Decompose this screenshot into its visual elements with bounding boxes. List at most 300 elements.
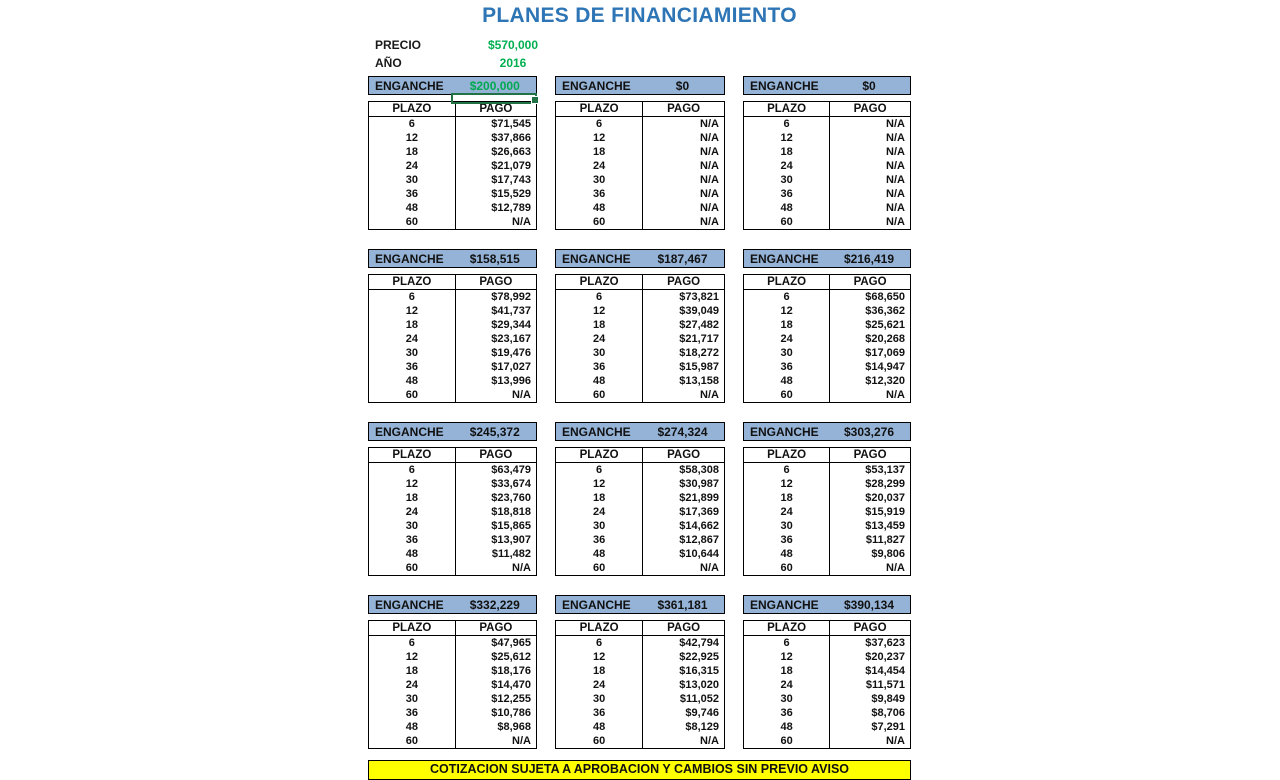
enganche-header[interactable] [743, 595, 911, 614]
enganche-value[interactable]: $361,181 [657, 597, 708, 612]
payment-row [369, 734, 537, 749]
plazo-cell[interactable]: 6 [556, 636, 643, 651]
plazo-cell[interactable]: 18 [556, 318, 643, 332]
pago-cell[interactable]: $13,907 [491, 534, 531, 546]
pago-cell[interactable]: $30,987 [679, 478, 719, 490]
pago-cell[interactable]: N/A [700, 389, 719, 401]
plazo-cell[interactable]: 18 [369, 491, 456, 505]
pago-cell[interactable]: $9,849 [871, 693, 905, 705]
plazo-cell[interactable]: 30 [369, 692, 456, 706]
payment-row [744, 463, 911, 478]
pago-cell[interactable]: $68,650 [865, 291, 905, 303]
pago-cell[interactable]: $17,027 [491, 361, 531, 373]
payment-row [556, 519, 725, 533]
plazo-cell[interactable]: 6 [744, 117, 830, 132]
payment-row [556, 388, 725, 403]
pago-cell[interactable]: N/A [886, 188, 905, 200]
plazo-cell[interactable]: 48 [556, 547, 643, 561]
plazo-cell[interactable]: 30 [369, 173, 456, 187]
plan-block [368, 76, 537, 230]
pago-cell[interactable]: N/A [886, 735, 905, 747]
plazo-cell[interactable]: 36 [369, 533, 456, 547]
pago-cell[interactable]: $15,987 [679, 361, 719, 373]
plazo-cell[interactable]: 18 [744, 491, 830, 505]
pago-cell[interactable]: $12,789 [491, 202, 531, 214]
enganche-header[interactable] [555, 76, 725, 95]
pago-cell[interactable]: $25,621 [865, 319, 905, 331]
payment-row [744, 201, 911, 215]
plans-grid [368, 76, 911, 749]
payment-row [556, 561, 725, 576]
pago-cell[interactable]: N/A [512, 562, 531, 574]
pago-cell[interactable]: N/A [886, 160, 905, 172]
pago-cell[interactable]: $11,482 [491, 548, 531, 560]
plazo-cell[interactable]: 18 [556, 145, 643, 159]
enganche-value[interactable]: $0 [675, 78, 690, 93]
plazo-cell[interactable]: 36 [556, 360, 643, 374]
plazo-cell[interactable]: 24 [744, 678, 830, 692]
pago-cell[interactable]: $26,663 [491, 146, 531, 158]
pago-cell[interactable]: $12,867 [679, 534, 719, 546]
payment-row [744, 332, 911, 346]
payment-row [744, 650, 911, 664]
table-header-row [369, 275, 537, 290]
plazo-cell[interactable]: 30 [556, 173, 643, 187]
payment-row [369, 117, 537, 132]
payment-row [556, 706, 725, 720]
plazo-cell[interactable]: 36 [744, 533, 830, 547]
pago-cell[interactable]: $17,069 [865, 347, 905, 359]
pago-cell[interactable]: $27,482 [679, 319, 719, 331]
payment-row [369, 360, 537, 374]
pago-cell[interactable]: $14,662 [679, 520, 719, 532]
pago-cell[interactable]: $47,965 [491, 637, 531, 649]
payment-row [556, 159, 725, 173]
enganche-label: ENGANCHE [562, 424, 631, 439]
pago-cell[interactable]: $11,052 [679, 693, 719, 705]
plazo-cell[interactable]: 6 [556, 290, 643, 305]
plazo-cell[interactable]: 30 [744, 346, 830, 360]
plazo-cell[interactable]: 6 [369, 290, 456, 305]
pago-header: PAGO [830, 621, 911, 636]
plazo-cell[interactable]: 12 [369, 131, 456, 145]
enganche-header[interactable] [368, 422, 537, 441]
payment-row [744, 187, 911, 201]
plazo-cell[interactable]: 18 [369, 664, 456, 678]
page-title: PLANES DE FINANCIAMIENTO [482, 4, 797, 27]
plazo-cell[interactable]: 24 [744, 159, 830, 173]
plazo-cell[interactable]: 36 [556, 187, 643, 201]
pago-cell[interactable]: $13,020 [679, 679, 719, 691]
pago-cell[interactable]: $23,760 [491, 492, 531, 504]
plazo-cell[interactable]: 18 [744, 145, 830, 159]
plazo-cell[interactable]: 24 [744, 505, 830, 519]
pago-cell[interactable]: $15,529 [491, 188, 531, 200]
pago-cell[interactable]: N/A [886, 202, 905, 214]
plazo-cell[interactable]: 18 [369, 145, 456, 159]
plazo-cell[interactable]: 60 [744, 388, 830, 403]
pago-cell[interactable]: $21,899 [679, 492, 719, 504]
plazo-cell[interactable]: 18 [556, 664, 643, 678]
pago-cell[interactable]: $10,786 [491, 707, 531, 719]
payment-table [368, 101, 537, 230]
plazo-cell[interactable]: 60 [556, 561, 643, 576]
pago-cell[interactable]: N/A [886, 118, 905, 130]
plazo-cell[interactable]: 24 [556, 159, 643, 173]
anio-row [375, 54, 911, 72]
enganche-value[interactable]: $216,419 [843, 251, 895, 266]
plazo-cell[interactable]: 48 [369, 374, 456, 388]
payment-row [369, 131, 537, 145]
payment-row [556, 360, 725, 374]
pago-cell[interactable]: N/A [700, 216, 719, 228]
pago-cell[interactable]: $41,737 [491, 305, 531, 317]
pago-cell[interactable]: $9,806 [871, 548, 905, 560]
payment-row [369, 519, 537, 533]
plazo-cell[interactable]: 12 [744, 304, 830, 318]
plazo-cell[interactable]: 24 [744, 332, 830, 346]
plan-block [368, 422, 537, 576]
plazo-cell[interactable]: 48 [369, 547, 456, 561]
enganche-value[interactable]: $274,324 [657, 424, 708, 439]
pago-cell[interactable]: $71,545 [491, 118, 531, 130]
payment-row [556, 117, 725, 132]
pago-cell[interactable]: $15,865 [491, 520, 531, 532]
plazo-cell[interactable]: 48 [369, 201, 456, 215]
enganche-header[interactable] [368, 595, 537, 614]
payment-row [744, 533, 911, 547]
plazo-cell[interactable]: 24 [556, 678, 643, 692]
payment-row [744, 173, 911, 187]
pago-cell[interactable]: $13,459 [865, 520, 905, 532]
plan-block [555, 249, 725, 403]
enganche-value[interactable]: $200,000 [469, 78, 520, 93]
fill-handle-icon[interactable] [531, 96, 539, 104]
pago-cell[interactable]: N/A [700, 562, 719, 574]
plazo-cell[interactable]: 48 [369, 720, 456, 734]
plazo-cell[interactable]: 60 [369, 215, 456, 230]
pago-cell[interactable]: $14,454 [865, 665, 905, 677]
payment-row [556, 491, 725, 505]
pago-cell[interactable]: N/A [512, 216, 531, 228]
pago-cell[interactable]: $13,996 [491, 375, 531, 387]
enganche-value[interactable]: $303,276 [843, 424, 895, 439]
payment-row [369, 318, 537, 332]
plan-block [743, 422, 911, 576]
payment-row [369, 463, 537, 478]
pago-cell[interactable]: $14,470 [491, 679, 531, 691]
plazo-cell[interactable]: 6 [556, 117, 643, 132]
enganche-value[interactable]: $187,467 [657, 251, 708, 266]
pago-cell[interactable]: $8,968 [497, 721, 531, 733]
payment-table [743, 101, 911, 230]
pago-cell[interactable]: $37,866 [491, 132, 531, 144]
plazo-cell[interactable]: 24 [369, 332, 456, 346]
enganche-value[interactable]: $390,134 [843, 597, 895, 612]
payment-row [744, 734, 911, 749]
payment-row [556, 720, 725, 734]
anio-value[interactable]: 2016 [499, 56, 527, 70]
plazo-cell[interactable]: 18 [556, 491, 643, 505]
pago-cell[interactable]: $8,129 [685, 721, 719, 733]
pago-cell[interactable]: N/A [700, 160, 719, 172]
plan-block [743, 76, 911, 230]
pago-cell[interactable]: $12,320 [865, 375, 905, 387]
pago-cell[interactable]: N/A [886, 562, 905, 574]
plazo-cell[interactable]: 60 [556, 388, 643, 403]
plazo-cell[interactable]: 60 [369, 388, 456, 403]
table-header-row [369, 621, 537, 636]
pago-cell[interactable]: $11,571 [865, 679, 905, 691]
pago-cell[interactable]: $13,158 [679, 375, 719, 387]
pago-cell[interactable]: $17,743 [491, 174, 531, 186]
pago-cell[interactable]: $22,925 [679, 651, 719, 663]
plazo-cell[interactable]: 36 [556, 533, 643, 547]
payment-table [743, 274, 911, 403]
plazo-cell[interactable]: 48 [744, 201, 830, 215]
enganche-value[interactable]: $245,372 [469, 424, 520, 439]
pago-cell[interactable]: N/A [700, 146, 719, 158]
plazo-cell[interactable]: 18 [744, 318, 830, 332]
plazo-cell[interactable]: 6 [556, 463, 643, 478]
pago-cell[interactable]: $28,299 [865, 478, 905, 490]
plazo-cell[interactable]: 48 [556, 201, 643, 215]
pago-cell[interactable]: $39,049 [679, 305, 719, 317]
table-header-row [556, 275, 725, 290]
pago-cell[interactable]: $29,344 [491, 319, 531, 331]
plazo-cell[interactable]: 6 [369, 463, 456, 478]
plan-block [368, 249, 537, 403]
plazo-cell[interactable]: 12 [369, 650, 456, 664]
plazo-cell[interactable]: 36 [369, 706, 456, 720]
pago-cell[interactable]: $73,821 [679, 291, 719, 303]
plazo-cell[interactable]: 6 [744, 463, 830, 478]
pago-cell[interactable]: $33,674 [491, 478, 531, 490]
pago-cell[interactable]: N/A [700, 735, 719, 747]
pago-cell[interactable]: $20,268 [865, 333, 905, 345]
pago-cell[interactable]: N/A [700, 118, 719, 130]
plazo-cell[interactable]: 30 [369, 519, 456, 533]
pago-cell[interactable]: $11,827 [865, 534, 905, 546]
plazo-cell[interactable]: 30 [556, 346, 643, 360]
table-header-row [556, 102, 725, 117]
plazo-cell[interactable]: 60 [556, 734, 643, 749]
pago-cell[interactable]: $14,947 [865, 361, 905, 373]
enganche-header[interactable] [743, 422, 911, 441]
pago-cell[interactable]: N/A [700, 132, 719, 144]
pago-cell[interactable]: $63,479 [491, 464, 531, 476]
enganche-value[interactable]: $0 [862, 78, 876, 93]
pago-header: PAGO [455, 448, 536, 463]
enganche-header[interactable] [743, 249, 911, 268]
pago-cell[interactable]: N/A [886, 174, 905, 186]
pago-cell[interactable]: N/A [886, 216, 905, 228]
plazo-cell[interactable]: 12 [556, 650, 643, 664]
pago-cell[interactable]: $20,037 [865, 492, 905, 504]
plazo-cell[interactable]: 12 [369, 477, 456, 491]
enganche-label: ENGANCHE [750, 78, 819, 93]
plazo-cell[interactable]: 48 [744, 547, 830, 561]
pago-cell[interactable]: $9,746 [685, 707, 719, 719]
precio-label: PRECIO [375, 38, 422, 52]
plazo-cell[interactable]: 60 [744, 734, 830, 749]
enganche-value[interactable]: $158,515 [469, 251, 520, 266]
plazo-cell[interactable]: 24 [369, 505, 456, 519]
plazo-cell[interactable]: 30 [744, 692, 830, 706]
payment-table [555, 447, 725, 576]
pago-cell[interactable]: $8,706 [871, 707, 905, 719]
pago-cell[interactable]: $18,818 [491, 506, 531, 518]
plazo-cell[interactable]: 12 [744, 131, 830, 145]
pago-cell[interactable]: $53,137 [865, 464, 905, 476]
payment-row [556, 332, 725, 346]
pago-cell[interactable]: $78,992 [491, 291, 531, 303]
plazo-header: PLAZO [744, 102, 830, 117]
precio-value[interactable]: $570,000 [487, 38, 539, 52]
pago-header: PAGO [643, 621, 725, 636]
plazo-cell[interactable]: 12 [744, 477, 830, 491]
payment-row [744, 692, 911, 706]
plazo-cell[interactable]: 12 [556, 304, 643, 318]
plazo-header: PLAZO [744, 275, 830, 290]
enganche-header[interactable] [555, 422, 725, 441]
payment-row [369, 215, 537, 230]
pago-cell[interactable]: N/A [700, 174, 719, 186]
pago-cell[interactable]: $7,291 [871, 721, 905, 733]
plazo-cell[interactable]: 36 [556, 706, 643, 720]
pago-header: PAGO [643, 448, 725, 463]
payment-row [556, 215, 725, 230]
price-info [375, 36, 911, 72]
pago-cell[interactable]: N/A [886, 132, 905, 144]
pago-cell[interactable]: $21,717 [679, 333, 719, 345]
payment-row [369, 374, 537, 388]
plazo-cell[interactable]: 60 [744, 561, 830, 576]
enganche-header[interactable] [368, 249, 537, 268]
plan-block [743, 595, 911, 749]
pago-cell[interactable]: $16,315 [679, 665, 719, 677]
pago-cell[interactable]: $36,362 [865, 305, 905, 317]
payment-row [744, 117, 911, 132]
plazo-cell[interactable]: 36 [744, 360, 830, 374]
plazo-cell[interactable]: 12 [556, 477, 643, 491]
plazo-cell[interactable]: 24 [556, 332, 643, 346]
plazo-cell[interactable]: 60 [369, 561, 456, 576]
pago-cell[interactable]: $37,623 [865, 637, 905, 649]
plazo-cell[interactable]: 24 [556, 505, 643, 519]
plazo-cell[interactable]: 48 [744, 720, 830, 734]
payment-row [369, 664, 537, 678]
pago-cell[interactable]: $42,794 [679, 637, 719, 649]
payment-row [744, 318, 911, 332]
payment-row [556, 145, 725, 159]
pago-cell[interactable]: $58,308 [679, 464, 719, 476]
plazo-cell[interactable]: 36 [369, 360, 456, 374]
pago-cell[interactable]: N/A [700, 202, 719, 214]
plazo-cell[interactable]: 6 [744, 636, 830, 651]
table-header-row [744, 448, 911, 463]
plazo-cell[interactable]: 48 [744, 374, 830, 388]
plan-block [368, 595, 537, 749]
payment-row [744, 131, 911, 145]
plazo-cell[interactable]: 18 [744, 664, 830, 678]
pago-header: PAGO [455, 275, 536, 290]
selected-cell-border [451, 93, 537, 104]
plazo-cell[interactable]: 60 [369, 734, 456, 749]
pago-cell[interactable]: $21,079 [491, 160, 531, 172]
plan-block [555, 422, 725, 576]
pago-cell[interactable]: N/A [512, 389, 531, 401]
plazo-cell[interactable]: 36 [369, 187, 456, 201]
pago-cell[interactable]: $12,255 [491, 693, 531, 705]
plazo-cell[interactable]: 24 [369, 678, 456, 692]
payment-row [744, 374, 911, 388]
pago-cell[interactable]: $18,176 [491, 665, 531, 677]
plazo-cell[interactable]: 6 [369, 117, 456, 132]
plazo-cell[interactable]: 30 [369, 346, 456, 360]
plazo-cell[interactable]: 60 [556, 215, 643, 230]
plazo-cell[interactable]: 30 [744, 173, 830, 187]
payment-row [744, 636, 911, 651]
payment-row [556, 173, 725, 187]
enganche-header[interactable] [555, 249, 725, 268]
plazo-cell[interactable]: 30 [556, 519, 643, 533]
plazo-cell[interactable]: 48 [556, 720, 643, 734]
payment-row [744, 491, 911, 505]
enganche-header[interactable] [743, 76, 911, 95]
plazo-header: PLAZO [744, 448, 830, 463]
plan-block [555, 76, 725, 230]
plazo-cell[interactable]: 36 [744, 706, 830, 720]
anio-label: AÑO [375, 56, 402, 70]
pago-cell[interactable]: $18,272 [679, 347, 719, 359]
plazo-cell[interactable]: 60 [744, 215, 830, 230]
pago-cell[interactable]: $25,612 [491, 651, 531, 663]
plazo-cell[interactable]: 30 [556, 692, 643, 706]
plazo-cell[interactable]: 24 [369, 159, 456, 173]
pago-cell[interactable]: $17,369 [679, 506, 719, 518]
table-header-row [744, 275, 911, 290]
pago-cell[interactable]: N/A [700, 188, 719, 200]
plazo-cell[interactable]: 12 [556, 131, 643, 145]
enganche-label: ENGANCHE [375, 424, 444, 439]
pago-cell[interactable]: $23,167 [491, 333, 531, 345]
payment-row [369, 173, 537, 187]
plazo-cell[interactable]: 36 [744, 187, 830, 201]
pago-cell[interactable]: N/A [886, 146, 905, 158]
plazo-cell[interactable]: 12 [744, 650, 830, 664]
enganche-label: ENGANCHE [375, 251, 444, 266]
pago-cell[interactable]: $10,644 [679, 548, 719, 560]
pago-cell[interactable]: $20,237 [865, 651, 905, 663]
plazo-cell[interactable]: 6 [744, 290, 830, 305]
plazo-cell[interactable]: 12 [369, 304, 456, 318]
pago-cell[interactable]: N/A [512, 735, 531, 747]
pago-cell[interactable]: $19,476 [491, 347, 531, 359]
plazo-cell[interactable]: 30 [744, 519, 830, 533]
plazo-cell[interactable]: 18 [369, 318, 456, 332]
payment-row [369, 388, 537, 403]
payment-row [744, 360, 911, 374]
pago-cell[interactable]: N/A [886, 389, 905, 401]
plazo-cell[interactable]: 48 [556, 374, 643, 388]
enganche-header[interactable] [555, 595, 725, 614]
payment-row [556, 664, 725, 678]
plazo-cell[interactable]: 6 [369, 636, 456, 651]
pago-cell[interactable]: $15,919 [865, 506, 905, 518]
precio-row [375, 36, 911, 54]
enganche-value[interactable]: $332,229 [469, 597, 520, 612]
